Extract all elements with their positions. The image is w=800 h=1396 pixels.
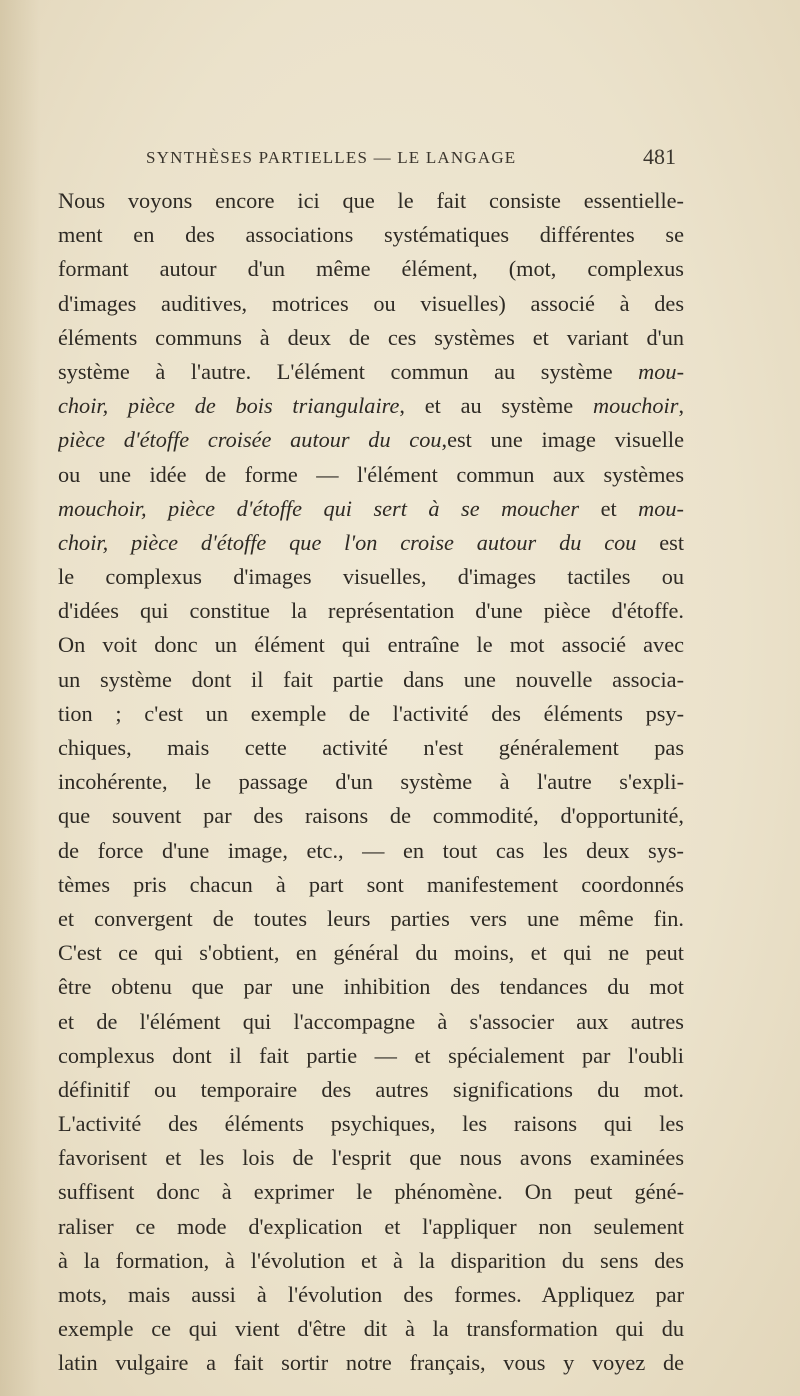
running-header: [146, 144, 676, 176]
text-line: définitif ou temporaire des autres significations du mot.: [58, 1076, 684, 1102]
text-line: le complexus d'images visuelles, d'images tactiles ou: [58, 564, 684, 590]
text-line: On voit donc un élément qui entraîne le mot associé avec: [58, 632, 684, 658]
text-segment: , et au système: [399, 393, 593, 419]
text-line: à la formation, à l'évolution et à la disparition du sens des: [58, 1247, 684, 1273]
italic-term: choir, pièce de bois triangulaire: [58, 393, 400, 419]
text-line: [58, 389, 684, 423]
text-line: C'est ce qui s'obtient, en général du moins, et qui ne peut: [58, 940, 684, 966]
text-line: latin vulgaire a fait sortir notre français, vous y voyez de: [58, 1350, 684, 1376]
italic-term: mouchoir, pièce d'étoffe qui sert à se moucher: [58, 495, 580, 521]
text-line: L'activité des éléments psychiques, les raisons qui les: [58, 1111, 684, 1137]
text-line: et convergent de toutes leurs parties vers une même fin.: [58, 905, 684, 931]
text-line: tion ; c'est un exemple de l'activité des éléments psy-: [58, 700, 684, 726]
text-segment: ,est une image visuelle: [441, 427, 684, 453]
text-line: d'idées qui constitue la représentation d'une pièce d'étoffe.: [58, 598, 684, 624]
text-line: et de l'élément qui l'accompagne à s'associer aux autres: [58, 1008, 684, 1034]
text-line: ment en des associations systématiques différentes se: [58, 222, 684, 248]
text-line: incohérente, le passage d'un système à l'autre s'expli-: [58, 769, 684, 795]
italic-term: pièce d'étoffe croisée autour du cou: [58, 427, 442, 453]
text-line: être obtenu que par une inhibition des tendances du mot: [58, 974, 684, 1000]
text-line: favorisent et les lois de l'esprit que nous avons examinées: [58, 1145, 684, 1171]
text-line: [58, 355, 684, 389]
text-line: ou une idée de forme — l'élément commun aux systèmes: [58, 461, 684, 487]
text-line: d'images auditives, motrices ou visuelles) associé à des: [58, 290, 684, 316]
text-line: raliser ce mode d'explication et l'appliquer non seulement: [58, 1213, 684, 1239]
text-line: complexus dont il fait partie — et spécialement par l'oubli: [58, 1042, 684, 1068]
text-line: exemple ce qui vient d'être dit à la transformation qui du: [58, 1316, 684, 1342]
text-line: tèmes pris chacun à part sont manifestement coordonnés: [58, 871, 684, 897]
text-line: chiques, mais cette activité n'est généralement pas: [58, 735, 684, 760]
text-line: [58, 492, 684, 526]
text-segment: et: [579, 495, 639, 521]
binding-shadow: [0, 0, 40, 1396]
text-line: mots, mais aussi à l'évolution des formes. Appliquez par: [58, 1282, 684, 1307]
text-line: éléments communs à deux de ces systèmes et variant d'un: [58, 324, 684, 350]
italic-term: choir, pièce d'étoffe que l'on croise autour du cou: [58, 529, 637, 555]
text-line: [58, 423, 684, 457]
text-line: formant autour d'un même élément, (mot, complexus: [58, 256, 684, 282]
text-line: un système dont il fait partie dans une nouvelle associa-: [58, 666, 684, 692]
body-paragraph: [58, 184, 684, 1381]
running-title: SYNTHÈSES PARTIELLES — LE LANGAGE: [146, 148, 517, 167]
text-line: suffisent donc à exprimer le phénomène. On peut géné-: [58, 1179, 684, 1205]
text-line: Nous voyons encore ici que le fait consiste essentielle-: [58, 188, 684, 213]
text-line: [58, 526, 684, 560]
italic-term: mou-: [638, 495, 684, 521]
text-line: que souvent par des raisons de commodité, d'opportunité,: [58, 803, 684, 829]
text-segment: ,: [678, 393, 684, 419]
italic-term: mouchoir: [592, 393, 679, 419]
page-number: 481: [643, 144, 676, 169]
text-segment: système à l'autre. L'élément commun au système: [58, 358, 639, 384]
text-segment: est: [636, 529, 684, 555]
text-line: de force d'une image, etc., — en tout cas les deux sys-: [58, 837, 684, 863]
italic-term: mou-: [638, 358, 684, 384]
